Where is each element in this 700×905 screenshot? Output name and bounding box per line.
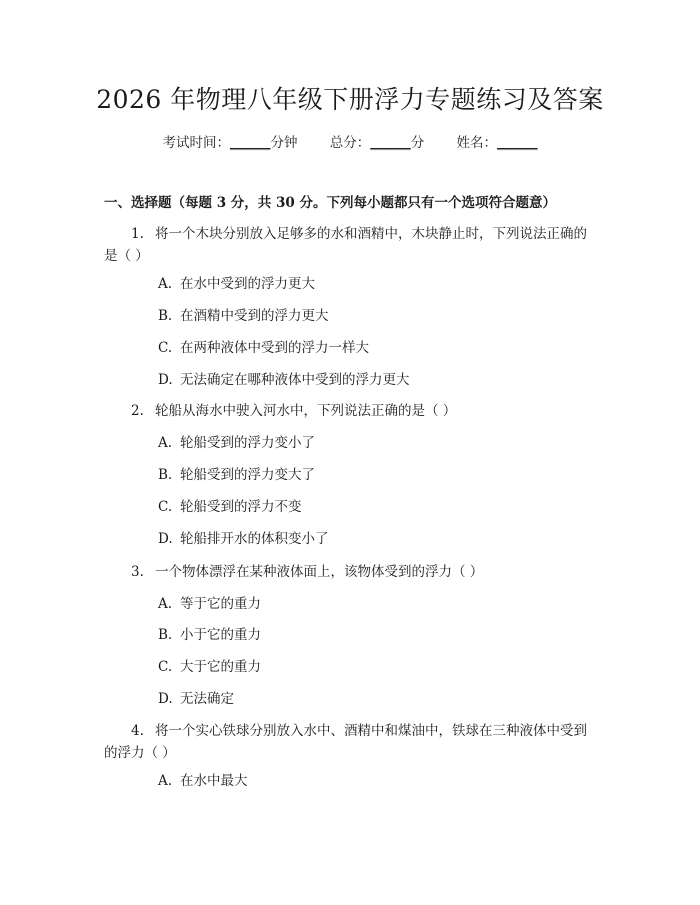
option-letter: A.: [158, 435, 173, 451]
option-letter: D.: [158, 691, 173, 707]
option-text: 轮船排开水的体积变小了: [180, 531, 329, 547]
option-text: 大于它的重力: [180, 659, 261, 675]
question-option: [158, 464, 315, 486]
question-option: [158, 688, 234, 710]
question-number: 4.: [131, 723, 144, 739]
total-score-label: 总分：: [329, 135, 371, 151]
section-heading-choice: 一、选择题（每题 3 分，共 30 分。下列每小题都只有一个选项符合题意）: [104, 195, 556, 211]
option-text: 在水中最大: [180, 773, 248, 789]
option-text: 在两种液体中受到的浮力一样大: [180, 340, 369, 356]
exam-meta-line: [0, 131, 700, 151]
question-option: [158, 369, 410, 391]
question-item: [104, 720, 604, 764]
total-score-blank: ______: [370, 135, 411, 151]
option-letter: A.: [158, 276, 173, 292]
question-number: 1.: [131, 226, 144, 242]
option-letter: C.: [158, 340, 173, 356]
question-option: [158, 770, 248, 792]
question-text: 将一个实心铁球分别放入水中、酒精中和煤油中，铁球在三种液体中受到: [155, 723, 587, 739]
option-letter: B.: [158, 467, 173, 483]
question-option: [158, 624, 261, 646]
option-letter: D.: [158, 531, 173, 547]
question-item: [104, 223, 604, 267]
student-name-field: [457, 131, 538, 151]
option-text: 等于它的重力: [180, 596, 261, 612]
option-text: 轮船受到的浮力变大了: [180, 467, 315, 483]
option-letter: B.: [158, 627, 173, 643]
question-option: [158, 273, 315, 295]
question-option: [158, 656, 261, 678]
option-text: 在酒精中受到的浮力更大: [180, 308, 329, 324]
total-score-unit: 分: [410, 135, 425, 151]
page-title: 2026 年物理八年级下册浮力专题练习及答案: [96, 85, 604, 114]
option-letter: A.: [158, 773, 173, 789]
option-text: 在水中受到的浮力更大: [180, 276, 315, 292]
question-option: [158, 593, 261, 615]
total-score-field: [330, 131, 425, 151]
question-text-continued: 是（ ）: [104, 248, 149, 264]
question-option: [158, 337, 369, 359]
option-letter: A.: [158, 596, 173, 612]
question-text: 一个物体漂浮在某种液体面上，该物体受到的浮力（ ）: [155, 564, 484, 580]
question-text: 轮船从海水中驶入河水中，下列说法正确的是（ ）: [155, 403, 457, 419]
exam-time-unit: 分钟: [270, 135, 298, 151]
option-text: 轮船受到的浮力不变: [180, 499, 302, 515]
exam-time-blank: ______: [229, 135, 271, 151]
question-number: 3.: [131, 564, 144, 580]
exam-time-label: 考试时间：: [162, 135, 230, 151]
question-option: [158, 496, 302, 518]
question-option: [158, 528, 329, 550]
question-text: 将一个木块分别放入足够多的水和酒精中，木块静止时，下列说法正确的: [155, 226, 587, 242]
question-number: 2.: [131, 403, 144, 419]
option-letter: C.: [158, 659, 173, 675]
question-option: [158, 305, 329, 327]
question-item: [104, 400, 604, 422]
question-item: [104, 561, 604, 583]
option-text: 无法确定在哪种液体中受到的浮力更大: [180, 372, 410, 388]
option-letter: C.: [158, 499, 173, 515]
option-text: 无法确定: [180, 691, 234, 707]
question-text-continued: 的浮力（ ）: [104, 745, 176, 761]
option-letter: D.: [158, 372, 173, 388]
option-letter: B.: [158, 308, 173, 324]
student-name-label: 姓名：: [456, 135, 498, 151]
option-text: 小于它的重力: [180, 627, 261, 643]
option-text: 轮船受到的浮力变小了: [180, 435, 315, 451]
student-name-blank: ______: [497, 135, 538, 151]
exam-time-field: [162, 131, 297, 151]
question-option: [158, 432, 315, 454]
